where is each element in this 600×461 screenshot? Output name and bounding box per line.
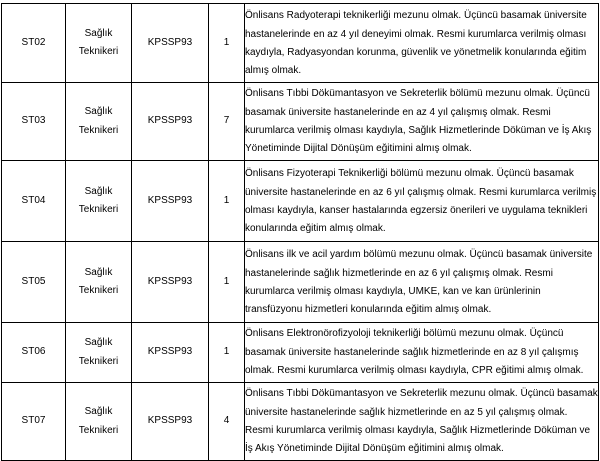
position-code: ST05 xyxy=(2,242,66,323)
position-requirements: Önlisans Radyoterapi teknikerliği mezunu olmak. Üçüncü basamak üniversite hastanelerinde en az 4 yıl deneyimi olmak. Resmi kurumlarca verilmiş olması kaydıyla, Radyasyondan korunma, güvenlik ve yönetmelik konularında eğitim almış olmak. xyxy=(245,4,599,83)
position-requirements: Önlisans Elektronörofizyoloji teknikerliği bölümü mezunu olmak. Üçüncü basamak üniversite hastanelerinde sağlık hizmetlerinde en az 8 yıl çalışmış olmak. Resmi kurumlarca verilmiş olması kaydıyla, CPR eğitimi almış olmak. xyxy=(245,323,599,383)
position-title: Sağlık Teknikeri xyxy=(66,83,132,161)
position-count: 7 xyxy=(209,83,245,161)
table-row xyxy=(2,4,599,83)
position-code: ST07 xyxy=(2,383,66,461)
position-requirements: Önlisans Tıbbi Dökümantasyon ve Sekreterlik mezunu olmak. Üçüncü basamak üniversite hastanelerinde sağlık hizmetlerinde en az 5 yıl çalışmış olmak. Resmi kurumlarca verilmiş olması kaydıyla, Sağlık Hizmetlerinde Döküman ve İş Akış Yönetiminde Dijital Dönüşüm eğitimini almış olmak. xyxy=(245,383,599,461)
position-count: 1 xyxy=(209,242,245,323)
table-row xyxy=(2,242,599,323)
position-code: ST03 xyxy=(2,83,66,161)
position-title: Sağlık Teknikeri xyxy=(66,4,132,83)
position-title: Sağlık Teknikeri xyxy=(66,383,132,461)
position-count: 1 xyxy=(209,161,245,242)
position-count: 1 xyxy=(209,4,245,83)
table-row xyxy=(2,83,599,161)
position-requirements: Önlisans ilk ve acil yardım bölümü mezunu olmak. Üçüncü basamak üniversite hastanelerinde sağlık hizmetlerinde en az 6 yıl çalışmış olmak. Resmi kurumlarca verilmiş olması kaydıyla, UMKE, kan ve kan ürünlerinin transfüzyonu hizmetleri konularında eğitim almış olmak. xyxy=(245,242,599,323)
table-row xyxy=(2,323,599,383)
exam-score-type: KPSSP93 xyxy=(132,4,209,83)
exam-score-type: KPSSP93 xyxy=(132,83,209,161)
table-row xyxy=(2,161,599,242)
positions-table xyxy=(1,3,599,461)
position-title: Sağlık Teknikeri xyxy=(66,242,132,323)
position-count: 1 xyxy=(209,323,245,383)
position-requirements: Önlisans Fizyoterapi Teknikerliği bölümü mezunu olmak. Üçüncü basamak üniversite hastanelerinde en az 6 yıl çalışmış olmak. Resmi kurumlarca verilmiş olması kaydıyla, kanser hastalarında egzersiz önerileri ve uygulama teknikleri konularında eğitim almış olmak. xyxy=(245,161,599,242)
exam-score-type: KPSSP93 xyxy=(132,323,209,383)
position-title: Sağlık Teknikeri xyxy=(66,161,132,242)
position-code: ST04 xyxy=(2,161,66,242)
position-count: 4 xyxy=(209,383,245,461)
table-row xyxy=(2,383,599,461)
position-requirements: Önlisans Tıbbi Dökümantasyon ve Sekreterlik bölümü mezunu olmak. Üçüncü basamak üniversite hastanelerinde en az 4 yıl çalışmış olmak. Resmi kurumlarca verilmiş olması kaydıyla, Sağlık Hizmetlerinde Döküman ve İş Akış Yönetiminde Dijital Dönüşüm eğitimini almış olmak. xyxy=(245,83,599,161)
exam-score-type: KPSSP93 xyxy=(132,242,209,323)
exam-score-type: KPSSP93 xyxy=(132,161,209,242)
exam-score-type: KPSSP93 xyxy=(132,383,209,461)
position-code: ST02 xyxy=(2,4,66,83)
position-code: ST06 xyxy=(2,323,66,383)
position-title: Sağlık Teknikeri xyxy=(66,323,132,383)
